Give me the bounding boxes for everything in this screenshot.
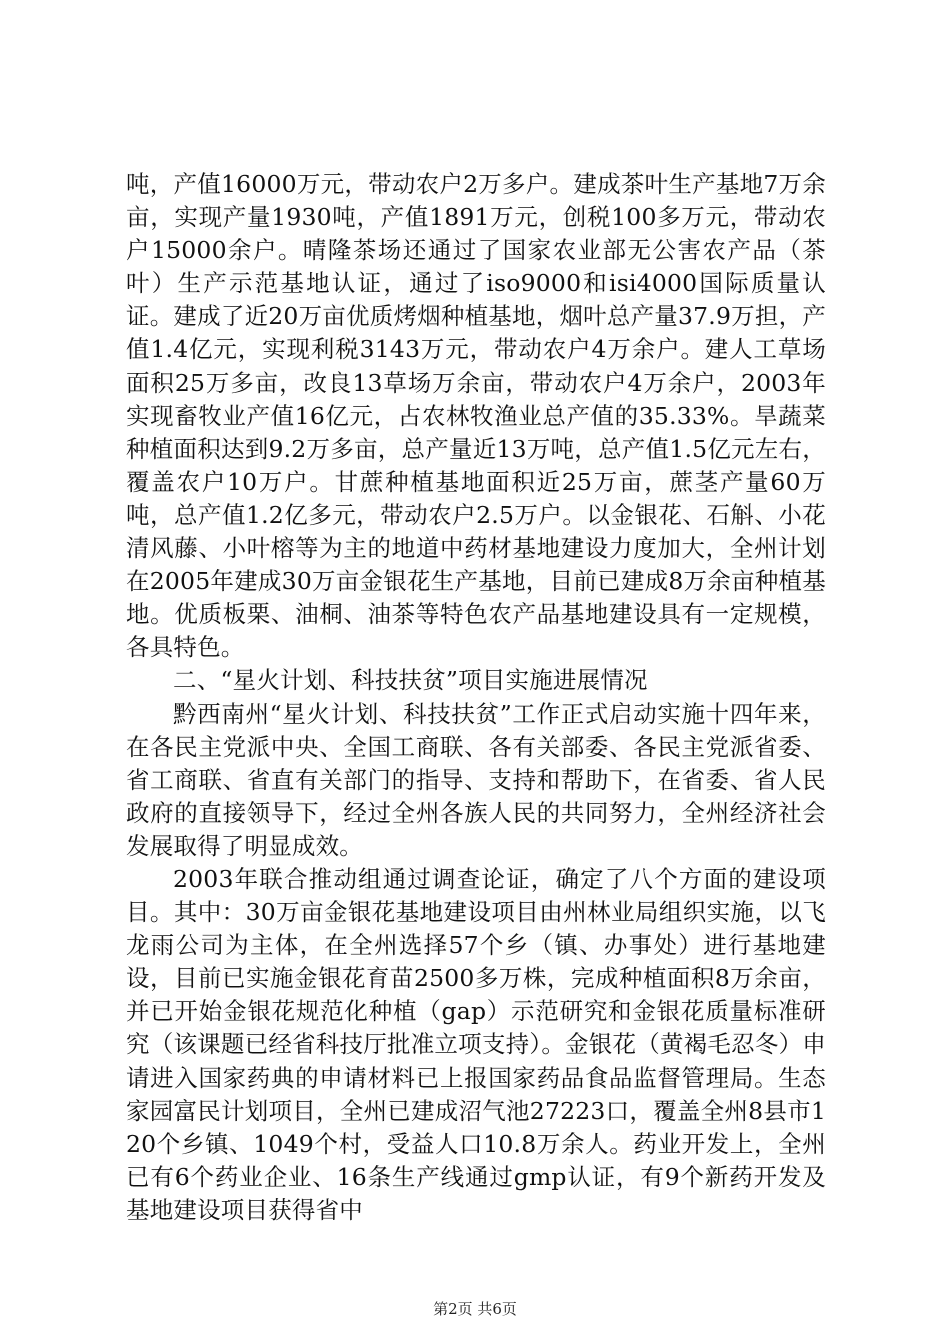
section-heading: 二、“星火计划、科技扶贫”项目实施进展情况	[173, 666, 648, 695]
document-body	[126, 168, 826, 1227]
paragraph-1: 吨，产值16000万元，带动农户2万多户。建成茶叶生产基地7万余亩，实现产量1930吨，产值1891万元，创税100多万元，带动农户15000余户。晴隆茶场还通过了国家农业部无公害农产品（茶叶）生产示范基地认证，通过了iso9000和isi4000国际质量认证。建成了近20万亩优质烤烟种植基地，烟叶总产量37.9万担，产值1.4亿元，实现利税3143万元，带动农户4万余户。建人工草场面积25万多亩，改良13草场万余亩，带动农户4万余户，2003年实现畜牧业产值16亿元，占农林牧渔业总产值的35.33%。旱蔬菜种植面积达到9.2万多亩，总产量近13万吨，总产值1.5亿元左右，覆盖农户10万户。甘蔗种植基地面积近25万亩，蔗茎产量60万吨，总产值1.2亿多元，带动农户2.5万户。以金银花、石斛、小花清风藤、小叶榕等为主的地道中药材基地建设力度加大，全州计划在2005年建成30万亩金银花生产基地，目前已建成8万余亩种植基地。优质板栗、油桐、油茶等特色农产品基地建设具有一定规模，各具特色。	[126, 170, 826, 662]
paragraph-2: 黔西南州“星火计划、科技扶贫”工作正式启动实施十四年来，在各民主党派中央、全国工商联、各有关部委、各民主党派省委、省工商联、省直有关部门的指导、支持和帮助下，在省委、省人民政府的直接领导下，经过全州各族人民的共同努力，全州经济社会发展取得了明显成效。	[126, 699, 826, 860]
paragraph-3: 2003年联合推动组通过调查论证，确定了八个方面的建设项目。其中：30万亩金银花基地建设项目由州林业局组织实施，以飞龙雨公司为主体，在全州选择57个乡（镇、办事处）进行基地建设，目前已实施金银花育苗2500多万株，完成种植面积8万余亩，并已开始金银花规范化种植（gap）示范研究和金银花质量标准研究（该课题已经省科技厅批准立项支持）。金银花（黄褐毛忍冬）申请进入国家药典的申请材料已上报国家药品食品监督管理局。生态家园富民计划项目，全州已建成沼气池27223口，覆盖全州8县市120个乡镇、1049个村，受益人口10.8万余人。药业开发上，全州已有6个药业企业、16条生产线通过gmp认证，有9个新药开发及基地建设项目获得省中	[126, 864, 826, 1224]
page-footer: 第2页 共6页	[433, 1300, 517, 1318]
